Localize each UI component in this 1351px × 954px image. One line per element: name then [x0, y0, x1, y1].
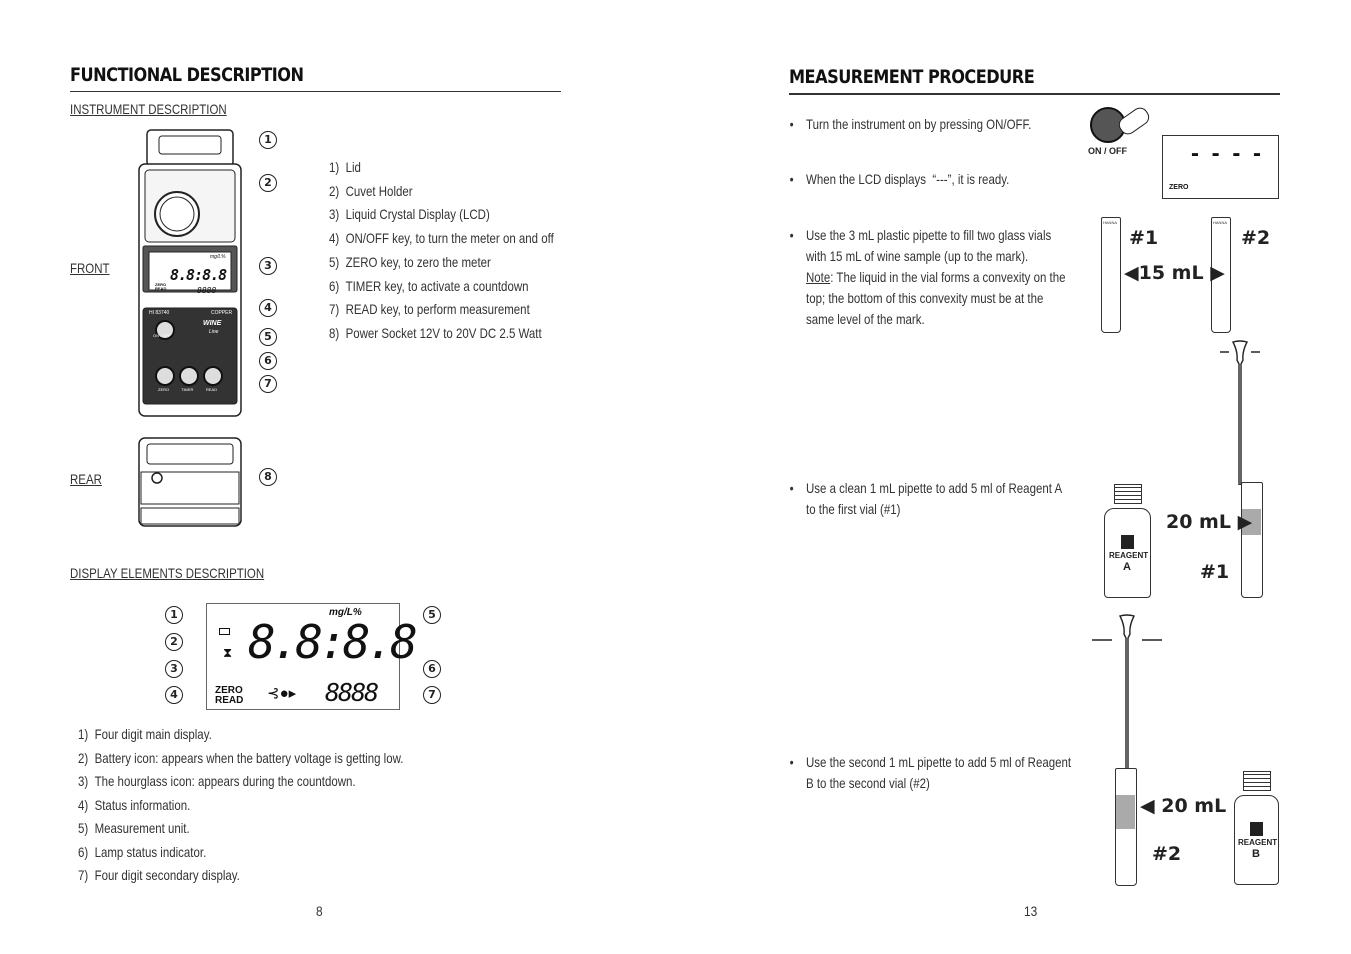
display-callout-3: 3 [165, 660, 183, 678]
reagent-a-cap [1114, 484, 1142, 504]
vial-1-label: #1 [1129, 227, 1159, 249]
step-1: • Turn the instrument on by pressing ON/OFF. [789, 116, 1032, 132]
add-mark-label-2: ◀ 20 mL [1140, 795, 1227, 817]
fill-mark-value: 15 mL [1138, 262, 1204, 284]
unit-text: mg/L% [329, 607, 362, 618]
device-lcd-status: ZERO READ [155, 282, 167, 291]
fill-mark-label: ◀15 mL ▶ [1124, 262, 1225, 284]
reagent-a-label: REAGENT [1109, 551, 1149, 560]
callout-5: 5 [259, 328, 277, 346]
reagent-a-letter: A [1123, 561, 1131, 573]
vial-2-filled-label: #2 [1152, 843, 1182, 865]
reagent-b-bottle [1234, 795, 1279, 885]
step-3-note: : The liquid in the vial forms a convexity on the top; the bottom of this convexity must be at the same level of the mark. [806, 269, 1066, 327]
instrument-item: 1) Lid [329, 159, 361, 175]
secondary-display-digits: 8888 [325, 678, 378, 707]
callout-4: 4 [259, 299, 277, 317]
title-rule [70, 91, 561, 92]
display-callout-4: 4 [165, 686, 183, 704]
step-3: • Use the 3 mL plastic pipette to fill two glass vials with 15 mL of wine sample (up to the mark). Note: The liquid in the vial forms a convexity on the top; the bottom of this convexity must be at the same level of the mark. [789, 227, 1066, 327]
instrument-item: 6) TIMER key, to activate a countdown [329, 277, 529, 294]
vial-2-liquid [1116, 795, 1135, 829]
device-zero-key[interactable] [155, 366, 175, 386]
battery-icon [219, 628, 230, 635]
left-page-number: 8 [316, 903, 323, 919]
vial-1-filled-illustration [1241, 482, 1263, 598]
reagent-a-bottle [1104, 508, 1151, 598]
main-display-digits: 8.8:8.8 [248, 615, 414, 669]
display-item: 2) Battery icon: appears when the battery voltage is getting low. [78, 749, 404, 766]
device-model: HI 83740 [149, 310, 170, 316]
step-2-text: When the LCD displays “---”, it is ready. [806, 171, 1010, 187]
lcd-dashes: - - - - [1191, 140, 1264, 167]
device-read-key[interactable] [203, 366, 223, 386]
lcd-ready-illustration [1162, 135, 1279, 199]
device-zero-label: ZERO [158, 387, 170, 392]
device-lcd-secondary: 8888 [197, 286, 217, 295]
status-read: READ [215, 695, 244, 706]
instrument-item: 4) ON/OFF key, to turn the meter on and off [329, 230, 554, 247]
device-timer-label: TIMER [181, 387, 194, 392]
left-page-title: FUNCTIONAL DESCRIPTION [70, 64, 304, 86]
display-callout-5: 5 [423, 606, 441, 624]
display-callout-6: 6 [423, 660, 441, 678]
vial-1-brand: HANNA [1103, 220, 1118, 225]
device-read-label: READ [206, 387, 218, 392]
reagent-b-letter: B [1252, 848, 1260, 860]
device-timer-key[interactable] [179, 366, 199, 386]
add-mark-label-1: 20 mL ▶ [1166, 511, 1253, 533]
display-elements-heading: DISPLAY ELEMENTS DESCRIPTION [70, 565, 265, 581]
device-lcd-main: 8.8:8.8 [170, 266, 227, 284]
step-3-text: Use the 3 mL plastic pipette to fill two glass vials with 15 mL of wine sample (up to the mark). [806, 227, 1052, 264]
instrument-item: 2) Cuvet Holder [329, 182, 413, 199]
device-brand-sub: Line [209, 329, 219, 335]
step-4: • Use a clean 1 mL pipette to add 5 ml of Reagent A to the first vial (#1) [789, 480, 1062, 517]
instrument-description-heading: INSTRUMENT DESCRIPTION [70, 101, 227, 117]
rear-label: REAR [70, 471, 102, 487]
right-page-number: 13 [1024, 903, 1038, 919]
step-5: • Use the second 1 mL pipette to add 5 ml of Reagent B to the second vial (#2) [789, 754, 1072, 791]
instrument-item: 3) Liquid Crystal Display (LCD) [329, 206, 490, 223]
callout-8: 8 [259, 468, 277, 486]
display-callout-1: 1 [165, 606, 183, 624]
front-label: FRONT [70, 260, 110, 276]
step-3-note-label: Note [806, 269, 831, 285]
right-title-rule [789, 93, 1280, 95]
callout-7: 7 [259, 375, 277, 393]
hanna-logo-icon [1250, 822, 1263, 836]
callout-6: 6 [259, 352, 277, 370]
display-item: 6) Lamp status indicator. [78, 843, 207, 860]
display-item: 5) Measurement unit. [78, 820, 190, 836]
instrument-front-illustration [135, 128, 245, 418]
pipette-1-illustration [1220, 340, 1260, 485]
display-item: 7) Four digit secondary display. [78, 867, 240, 883]
lcd-zero-tag: ZERO [1169, 184, 1189, 191]
hanna-logo-icon [1121, 535, 1134, 549]
reagent-b-cap [1243, 771, 1271, 791]
instrument-item: 7) READ key, to perform measurement [329, 301, 530, 318]
display-callout-2: 2 [165, 633, 183, 651]
device-on-off-label: ON / OFF [153, 333, 171, 338]
step-5-text: Use the second 1 mL pipette to add 5 ml of Reagent B to the second vial (#2) [806, 754, 1072, 791]
vial-2-label: #2 [1241, 227, 1271, 249]
step-1-text: Turn the instrument on by pressing ON/OFF. [806, 116, 1032, 132]
step-2: • When the LCD displays “---”, it is ready. [789, 171, 1010, 187]
add-mark-value-1: 20 mL [1166, 511, 1231, 533]
instrument-items-list [329, 156, 554, 346]
display-items-list [78, 723, 403, 888]
pipette-2-illustration [1092, 614, 1162, 774]
callout-2: 2 [259, 174, 277, 192]
step-4-text: Use a clean 1 mL pipette to add 5 ml of Reagent A to the first vial (#1) [806, 480, 1062, 517]
vial-1-illustration [1101, 217, 1121, 333]
instrument-rear-illustration [137, 436, 243, 529]
on-off-caption: ON / OFF [1088, 146, 1127, 156]
callout-3: 3 [259, 257, 277, 275]
display-item: 4) Status information. [78, 796, 191, 813]
reagent-b-label: REAGENT [1238, 838, 1278, 847]
lcd-display-diagram [206, 603, 414, 710]
display-item: 3) The hourglass icon: appears during the countdown. [78, 773, 356, 789]
lamp-status-icon: ⊰●▸ [267, 685, 297, 702]
instrument-item: 5) ZERO key, to zero the meter [329, 253, 491, 270]
vial-2-filled-illustration [1115, 768, 1137, 886]
hourglass-icon: ⧗ [223, 645, 233, 660]
instrument-item: 8) Power Socket 12V to 20V DC 2.5 Watt [329, 324, 542, 341]
right-page-title: MEASUREMENT PROCEDURE [789, 66, 1035, 88]
display-item: 1) Four digit main display. [78, 726, 212, 742]
add-mark-value-2: 20 mL [1161, 795, 1227, 817]
callout-1: 1 [259, 131, 277, 149]
device-parameter: COPPER [211, 310, 233, 316]
vial-2-brand: HANNA [1213, 220, 1228, 225]
status-zero: ZERO [215, 685, 243, 696]
device-brand: WINE [203, 320, 222, 327]
vial-1-filled-label: #1 [1200, 561, 1230, 583]
device-lcd-unit: mg/L% [210, 254, 226, 260]
display-callout-7: 7 [423, 686, 441, 704]
